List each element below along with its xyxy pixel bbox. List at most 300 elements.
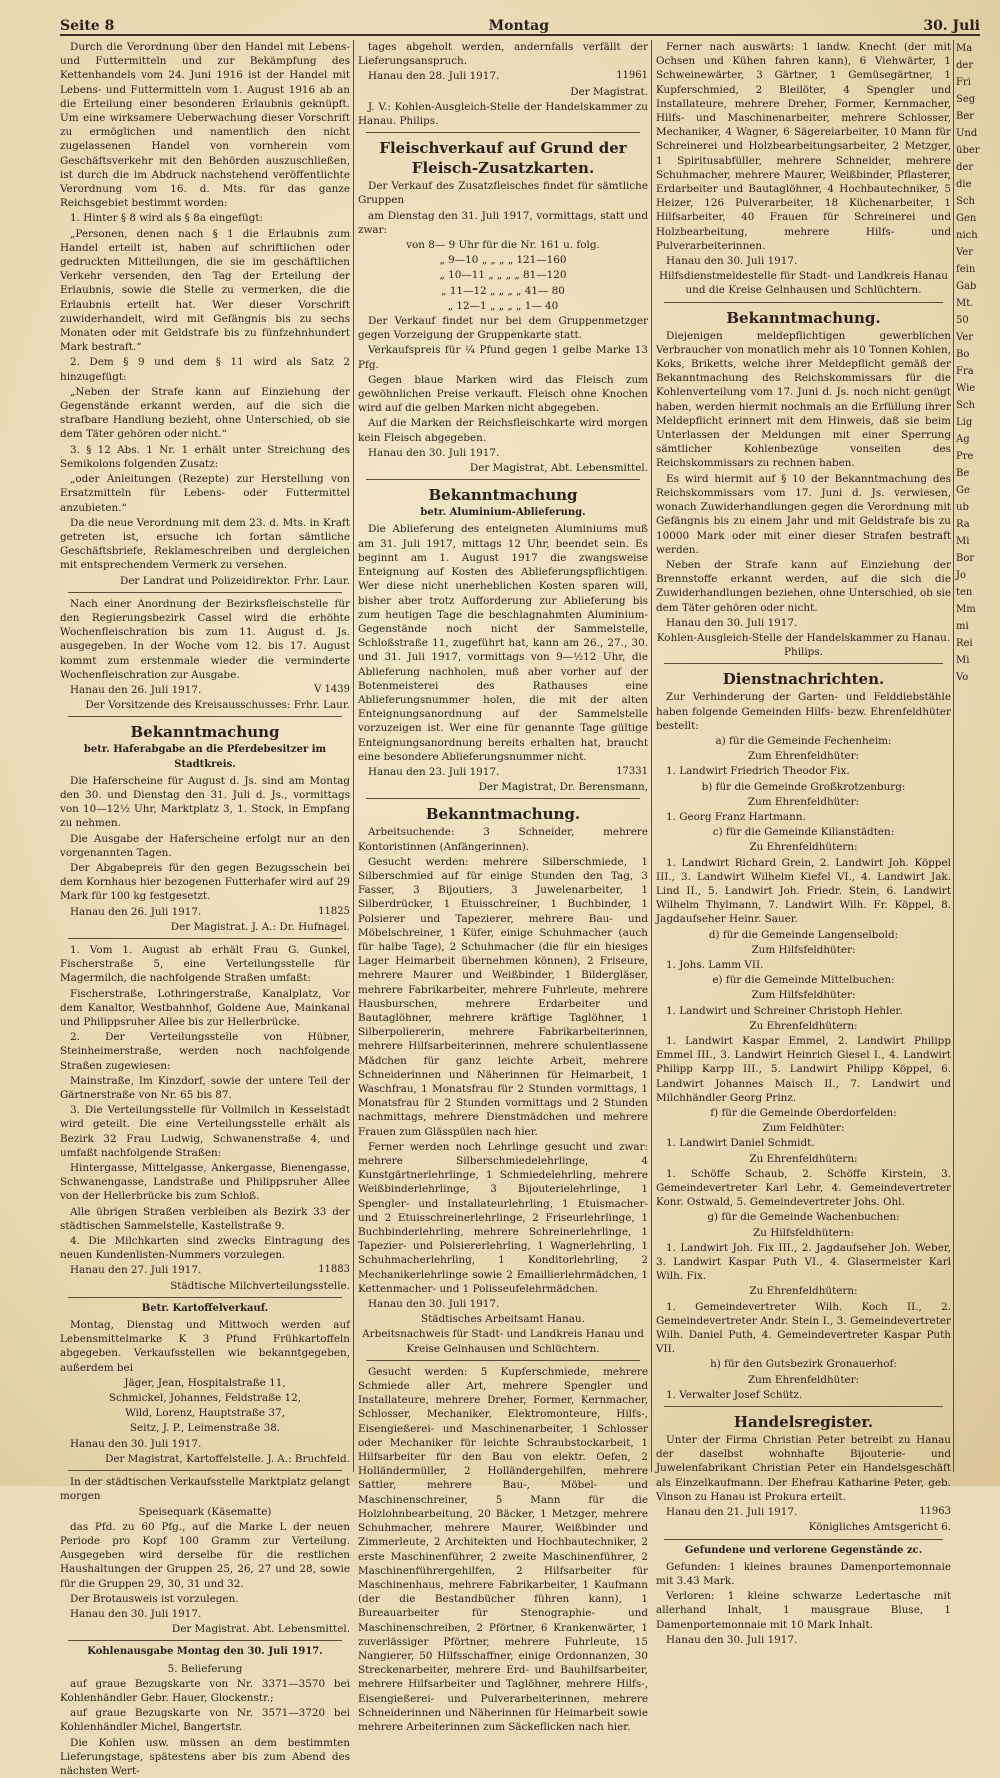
centered-line [656, 795, 951, 809]
text: d) für die Gemeinde Langenselbold: [708, 928, 899, 941]
cropped-line-fragment: über [956, 145, 980, 156]
cropped-line-fragment: Fra [956, 366, 974, 377]
section-separator [68, 1640, 342, 1641]
paragraph [60, 1607, 350, 1621]
text: Fleischverkauf auf Grund der Fleisch-Zusatzkarten. [379, 139, 627, 178]
text: tages abgeholt werden, andernfalls verfällt der Lieferungsanspruch. [358, 41, 648, 68]
paragraph [60, 1318, 350, 1375]
text: a) für die Gemeinde Fechenheim: [715, 734, 892, 747]
paragraph [358, 416, 648, 444]
text: Gesucht werden: 5 Kupferschmiede, mehrere Schmiede aller Art, mehrere Spengler und Installateure, mehrere Dreher, Former, Kernmacher, Schlosser, Mechaniker, Elektromonteure, Hilfs-, Eisengießerei- und Maschinenarbeiter, 1 Schlosser oder Mechaniker für leichte Schraubstockarbeit, 1 Hilfsarbeiter für den Bau von elektr. Oefen, 2 Holländermüller, 2 Holländergehilfen, mehrere Sattler, mehrere Bau-, Möbel- und Maschinenschreiner, 5 Mann für die Holzlohnbearbeitung, 20 Bäcker, 1 Metzger, mehrere Schuhmacher, mehrere Maurer, Weißbinder und Zimmerleute, 2 Architekten und Hochbautechniker, 2 erste Maschinenführer, 2 zweite Maschinenführer, 2 Maschinenführergehilfen, 2 Hilfsarbeiter für Maschinenhaus, mehrere Fabrikarbeiter, 1 Kaufmann (der die Bestandbücher führen kann), 1 Bureauarbeiter für Stenographie- und Maschinenschreiben, 2 Pförtner, 6 Krankenwärter, 1 zuverlässiger Pförtner, mehrere Fuhrleute, 15 Nangierer, 50 Hilfsschaffner, einige Ordonnanzen, 30 Streckenarbeiter, mehrere Erd- und Bauhilfsarbeiter, mehrere Hilfsarbeiter und Taglöhner, mehrere Hilfs-, Eisengießerei- und Pulverarbeiterinnen, mehrere Schneiderinnen und Näherinnen für Heimarbeit sowie mehrere Arbeiterinnen zum Säckeflicken nach hier. [358, 1365, 648, 1733]
text: Der Magistrat. [570, 85, 648, 98]
section-separator [366, 798, 640, 799]
signature-line [60, 1279, 350, 1293]
paragraph [60, 905, 350, 919]
text: Hanau den 30. Juli 1917. [368, 446, 500, 459]
text: Hanau den 23. Juli 1917. [368, 765, 500, 778]
text: Fischerstraße, Lothringerstraße, Kanalplatz, Vor dem Kanaltor, Westbahnhof, Goldene Aue, Mainkanal und Philippsruher Allee bis zur Hellerbrücke. [60, 987, 350, 1028]
text: am Dienstag den 31. Juli 1917, vormittags, statt und zwar: [358, 209, 648, 236]
text: Die Ablieferung des enteigneten Aluminiums muß am 31. Juli 1917, mittags 12 Uhr, beendet sein. Es beginnt am 1. August 1917 die zwangsweise Enteignung auf Kosten des Ablieferungspflichtigen. Wer diese nicht unerheblichen Kosten sparen will, bisher aber trotz Aufforderung zur Ablieferung bis zum heutigen Tage die beschlagnahmten Aluminium-Gegenstände noch nicht der Sammelstelle, Schloßstraße 11, zugeführt hat, kann am 26., 27., 30. und 31. Juli 1917, vormittags von 9—½12 Uhr, die Ablieferung nachholen, muß aber vorher auf der Botenmeisterei des Rathauses eine Ablieferungsnummer holen, die mit der alten Enteignungsanordnung auf der Sammelstelle vorzuzeigen ist. Wer eine für genannte Tage gültige Enteignungsanordnung bereits erhalten hat, braucht eine besondere Ablieferungsnummer nicht. [358, 523, 648, 763]
paragraph [358, 1140, 648, 1296]
paragraph [358, 825, 648, 853]
centered-line [656, 825, 951, 839]
paragraph [60, 1103, 350, 1160]
paragraph [656, 1433, 951, 1504]
text: Der Verkauf des Zusatzfleisches findet für sämtliche Gruppen [358, 180, 648, 207]
paragraph [358, 179, 648, 207]
paragraph [656, 1004, 951, 1018]
column-2 [358, 40, 648, 1733]
section-subheading [358, 506, 648, 520]
centered-line [656, 631, 951, 659]
paragraph [656, 1505, 951, 1519]
cropped-line-fragment: Mm [956, 604, 976, 615]
header-date: 30. Juli [923, 18, 980, 34]
centered-line [358, 238, 648, 252]
centered-line [656, 840, 951, 854]
signature-line [358, 461, 648, 475]
centered-line [656, 1121, 951, 1135]
centered-line [60, 1662, 350, 1676]
section-separator [366, 1360, 640, 1361]
text: Zu Ehrenfeldhütern: [749, 1152, 858, 1165]
cropped-line-fragment: Ver [956, 332, 974, 343]
centered-line [358, 1327, 648, 1355]
centered-line [358, 284, 648, 298]
column-4-cropped [956, 40, 1000, 1472]
paragraph [656, 1589, 951, 1632]
text: auf graue Bezugskarte von Nr. 3371—3570 bei Kohlenhändler Gebr. Hauer, Glockenstr.; [60, 1677, 350, 1704]
text: betr. Aluminium-Ablieferung. [420, 507, 586, 519]
text: 1. Hinter § 8 wird als § 8a eingefügt: [70, 212, 264, 225]
text: „ 11—12 „ „ „ „ 41— 80 [441, 284, 565, 297]
text: Hanau den 30. Juli 1917. [666, 255, 798, 268]
text: Gesucht werden: mehrere Silberschmiede, 1 Silberschmied auf für einige Stunden den Tag, 3 Fasser, 3 Bijoutiers, 3 Juwelenarbeiter, 1 Silberdrücker, 1 Etuisschreiner, 1 Buchbinder, 1 Polsierer und Tapezierer, mehrere Bau- und Möbelschreiner, 1 Küfer, einige Schuhmacher (auch für halbe Tage), 2 Schuhmacher (die für ein hiesiges Lager Heimarbeit übernehmen können), 2 Friseure, mehrere Maurer und Weißbinder, 1 Bildergläser, mehrere Fabrikarbeiter, mehrere Fuhrleute, mehrere Hausburschen, mehrere Erdarbeiter und Bautaglöhner, mehrere kräftige Taglöhner, 1 Silberpoliererin, mehrere Fabrikarbeiterinnen, mehrere Hilfsarbeiterinnen, mehrere schulentlassene Mädchen für ganz leichte Arbeit, mehrere Schneiderinnen und Näherinnen für Heimarbeit, 1 Waschfrau, 1 Monatsfrau für 2 Stunden vormittags, 1 Monatsfrau für 2 Stunden vormittags und 2 Stunden nachmittags, mehrere Dienstmädchen und mehrere Frauen zum Glässpülen nach hier. [358, 855, 648, 1138]
centered-line [656, 1226, 951, 1240]
section-subheading [60, 743, 350, 771]
text: Nach einer Anordnung der Bezirksfleischstelle für den Regierungsbezirk Cassel wird die erhöhte Wochenfleischration bis zum 11. August d. Js. ausgegeben. In der Woche vom 12. bis 17. August kommt zum erstenmale wieder die verminderte Wochenfleischration zur Ausgabe. [60, 597, 350, 681]
text: Bekanntmachung [428, 486, 578, 505]
cropped-line-fragment: Mi [956, 655, 970, 666]
paragraph [656, 1560, 951, 1588]
paragraph [656, 856, 951, 927]
centered-line [656, 988, 951, 1002]
text: Zu Ehrenfeldhütern: [749, 1019, 858, 1032]
text: Der Magistrat, Abt. Lebensmittel. [469, 462, 648, 475]
section-separator [664, 663, 943, 664]
centered-line [60, 1421, 350, 1435]
text: f) für die Gemeinde Oberdorfelden: [710, 1107, 897, 1120]
text: Zum Ehrenfeldhüter: [747, 1373, 860, 1386]
text: c) für die Gemeinde Kilianstädten: [712, 826, 895, 839]
text: „ 10—11 „ „ „ „ 81—120 [439, 269, 567, 282]
text: 1. Landwirt Daniel Schmidt. [666, 1137, 815, 1150]
paragraph [656, 1241, 951, 1284]
text: Hanau den 30. Juli 1917. [70, 1437, 202, 1450]
paragraph [656, 616, 951, 630]
text: Zu Ehrenfeldhütern: [749, 841, 858, 854]
text: Gefunden: 1 kleines braunes Damenportemonnaie mit 3.43 Mark. [656, 1560, 951, 1587]
paragraph [656, 472, 951, 557]
section-separator [68, 938, 342, 939]
paragraph [656, 329, 951, 471]
text: Gegen blaue Marken wird das Fleisch zum gewöhnlichen Preise verkauft. Fleisch ohne Knochen wird auf die gelben Marken nicht abgegeben. [358, 373, 648, 415]
centered-line [656, 780, 951, 794]
text: In der städtischen Verkaufsstelle Marktplatz gelangt morgen [60, 1476, 350, 1503]
paragraph [358, 446, 648, 460]
centered-line [656, 1106, 951, 1120]
paragraph [60, 1475, 350, 1503]
cropped-line-fragment: Mt. [956, 298, 974, 309]
text: Seitz, J. P., Leimenstraße 38. [129, 1422, 281, 1435]
section-separator [664, 1406, 943, 1407]
paragraph [656, 810, 951, 824]
cropped-line-fragment: Ra [956, 519, 970, 530]
text: Zu Hilfsfeldhütern: [753, 1226, 854, 1239]
reference-number: 17331 [616, 765, 648, 777]
text: Arbeitsnachweis für Stadt- und Landkreis Hanau und Kreise Gelnhausen und Schlüchtern. [362, 1328, 644, 1355]
text: Es wird hiermit auf § 10 der Bekanntmachung des Reichskommissars vom 17. Juni d. Js. verwiesen, wonach Zuwiderhandlungen gegen die Verordnung mit Gefängnis bis zu einem Jahr und mit Geldstrafe bis zu 10000 Mark oder mit einer dieser Strafen bestraft werden. [656, 472, 951, 556]
paragraph [358, 69, 648, 83]
paragraph [656, 1633, 951, 1647]
cropped-line-fragment: Bor [956, 553, 975, 564]
section-separator [68, 716, 342, 717]
cropped-line-fragment: die [956, 179, 972, 190]
text: Montag, Dienstag und Mittwoch werden auf Lebensmittelmarke K 3 Pfund Frühkartoffeln abgegeben. Verkaufsstellen wie bekanntgegeben, außerdem bei [60, 1319, 350, 1374]
centered-line [60, 1406, 350, 1420]
cropped-line-fragment: Ver [956, 247, 974, 258]
paragraph [358, 1365, 648, 1734]
paragraph [60, 1592, 350, 1606]
text: Hanau den 27. Juli 1917. [70, 1264, 202, 1277]
text: Königliches Amtsgericht 6. [808, 1521, 951, 1534]
centered-line [358, 253, 648, 267]
text: Die Haferscheine für August d. Js. sind am Montag den 30. und Dienstag den 31. Juli d. Js., vormittags von 10—12½ Uhr, Marktplatz 3, 1. Stock, in Empfang zu nehmen. [60, 774, 350, 830]
paragraph [358, 373, 648, 416]
text: Hanau den 30. Juli 1917. [666, 1633, 798, 1646]
cropped-line-fragment: Sch [956, 400, 975, 411]
section-subheading [60, 1645, 350, 1659]
text: Hilfsdienstmeldestelle für Stadt- und Landkreis Hanau und die Kreise Gelnhausen und Schlüchtern. [658, 270, 948, 297]
paragraph [656, 1136, 951, 1150]
text: Hanau den 26. Juli 1917. [70, 683, 202, 696]
text: J. V.: Kohlen-Ausgleich-Stelle der Handelskammer zu Hanau. Philips. [358, 100, 648, 128]
text: Unter der Firma Christian Peter betreibt zu Hanau der daselbst wohnhafte Bijouterie- und Juwelenfabrikant Christian Peter ein Handelsgeschäft als Einzelkaufmann. Der Ehefrau Katharine Peter, geb. Vinson zu Hanau ist Prokura erteilt. [656, 1434, 951, 1503]
text: Der Magistrat. J. A.: Dr. Hufnagel. [170, 920, 350, 933]
cropped-line-fragment: Vo [956, 672, 969, 683]
text: Zum Ehrenfeldhüter: [747, 795, 860, 808]
centered-line [656, 734, 951, 748]
paragraph [60, 987, 350, 1030]
section-separator [366, 132, 640, 133]
paragraph [358, 855, 648, 1139]
column-3 [656, 40, 951, 1646]
paragraph [656, 764, 951, 778]
paragraph [656, 1034, 951, 1105]
text: Der Magistrat, Kartoffelstelle. J. A.: Bruchfeld. [105, 1452, 350, 1465]
text: Der Abgabepreis für den gegen Bezugsschein bei dem Kornhaus hier bezogenen Futterhafer wird auf 29 Mark für 100 kg festgesetzt. [60, 861, 350, 903]
paragraph [60, 1263, 350, 1277]
cropped-line-fragment: Lig [956, 417, 973, 428]
text: Der Magistrat, Dr. Berensmann, [478, 781, 648, 794]
reference-number: V 1439 [314, 683, 350, 695]
text: Der Vorsitzende des Kreisausschusses: Frhr. Laur. [85, 699, 350, 712]
paragraph [60, 683, 350, 697]
text: Gefundene und verlorene Gegenstände zc. [684, 1544, 923, 1556]
text: Ferner werden noch Lehrlinge gesucht und zwar: mehrere Silberschmiedelehrlinge, 4 Kunstgärtnerlehrlinge, 1 Schmiedelehrling, mehrere Weißbinderlehrlinge, 3 Bijouterielehrlinge, 1 Spengler- und Installateurlehrling, 1 Etuismacher- und 2 Etuisschreinerlehrlinge, 2 Friseurlehrlinge, 1 Buchbinderlehrling, mehrere Schreinerlehrlinge, 1 Tapezier- und Polsiererlehrling, 1 Wagnerlehrling, 1 Schuhmacherlehrling, 1 Konditorlehrling, 2 Mechanikerlehrlinge sowie 2 Emaillierlehrmädchen, 1 Kettenmacher- und 1 Polisseufelehrmädchen. [358, 1140, 648, 1295]
text: Bekanntmachung. [726, 308, 881, 327]
text: 5. Belieferung [167, 1662, 243, 1675]
text: Zum Ehrenfeldhüter: [747, 750, 860, 763]
paragraph [656, 958, 951, 972]
signature-line [60, 1622, 350, 1636]
cropped-line-fragment: nich [956, 230, 978, 241]
signature-line [60, 1452, 350, 1466]
centered-line [358, 299, 648, 313]
section-heading [60, 722, 350, 742]
text: Neben der Strafe kann auf Einziehung der Brennstoffe erkannt werden, auf die sich die Zuwiderhandlungen beziehen, ohne Unterschied, ob sie dem Täter gehören oder nicht. [656, 558, 951, 614]
paragraph [60, 1074, 350, 1102]
text: Zum Hilfsfeldhüter: [751, 989, 856, 1002]
cropped-line-fragment: Ma [956, 43, 973, 54]
signature-line [60, 920, 350, 934]
signature-line [358, 780, 648, 794]
paragraph [656, 40, 951, 253]
cropped-line-fragment: Ge [956, 485, 970, 496]
text: 2. Dem § 9 und dem § 11 wird als Satz 2 hinzugefügt: [60, 356, 350, 383]
cropped-line-fragment: 50 [956, 315, 969, 326]
column-rule [953, 40, 954, 1472]
centered-line [60, 1391, 350, 1405]
text: 4. Die Milchkarten sind zwecks Eintragung des neuen Kundenlisten-Nummers vorzulegen. [60, 1235, 350, 1262]
text: betr. Haferabgabe an die Pferdebesitzer im Stadtkreis. [83, 744, 327, 770]
reference-number: 11961 [616, 70, 648, 82]
text: Verloren: 1 kleine schwarze Ledertasche mit allerhand Inhalt, 1 mausgraue Bluse, 1 Damenportemonnaie mit 10 Mark Inhalt. [656, 1590, 951, 1631]
centered-line [656, 269, 951, 297]
text: 3. § 12 Abs. 1 Nr. 1 erhält unter Streichung des Semikolons folgenden Zusatz: [60, 443, 350, 470]
text: e) für die Gemeinde Mittelbuchen: [712, 974, 895, 987]
reference-number: 11825 [318, 905, 350, 917]
signature-line [358, 85, 648, 99]
paragraph [358, 343, 648, 371]
text: Betr. Kartoffelverkauf. [141, 1302, 269, 1314]
cropped-line-fragment: Fri [956, 77, 971, 88]
text: Schmickel, Johannes, Feldstraße 12, [108, 1392, 302, 1405]
text: 2. Der Verteilungsstelle von Hübner, Steinheimerstraße, werden noch nachfolgende Straßen zugewiesen: [60, 1031, 350, 1072]
text: Die Kohlen usw. müssen an dem bestimmten Lieferungstage, spätestens aber bis zum Abend des nächsten Wert- [60, 1736, 350, 1777]
section-separator [366, 479, 640, 480]
cropped-line-fragment: Ag [956, 434, 970, 445]
paragraph [60, 861, 350, 904]
header-page-number: Seite 8 [60, 18, 115, 34]
page-header [60, 4, 980, 36]
paragraph [358, 314, 648, 342]
text: „ 12—1 „ „ „ „ 1— 40 [447, 299, 559, 312]
text: Zur Verhinderung der Garten- und Felddiebstähle haben folgende Gemeinden Hilfs- bezw. Ehrenfeldhüter bestellt: [656, 691, 951, 732]
paragraph [60, 355, 350, 383]
paragraph [60, 1161, 350, 1204]
paragraph [60, 774, 350, 831]
centered-line [656, 1152, 951, 1166]
paragraph [60, 443, 350, 471]
text: Speisequark (Käsematte) [138, 1505, 272, 1518]
centered-line [656, 943, 951, 957]
cropped-line-fragment: Rei [956, 638, 973, 649]
text: 1. Georg Franz Hartmann. [666, 810, 806, 823]
text: Der Brotausweis ist vorzulegen. [70, 1592, 239, 1605]
text: Durch die Verordnung über den Handel mit Lebens- und Futtermitteln und zur Bekämpfung des Kettenhandels vom 24. Juni 1916 ist der Handel mit Lebens- und Futtermitteln vom 1. August 1916 ab an die Erteilung einer besonderen Erlaubnis geknüpft. Um eine wirksamere Ueberwachung dieser Vorschrift zu ermöglichen und namentlich den nicht zugelassenen Handel von vornherein vom Geschäftsverkehr mit den Behörden auszuschließen, ist durch die im Abdruck nachstehend veröffentlichte Verordnung vom 16. d. Mts. für das ganze Reichsgebiet bestimmt worden: [60, 41, 350, 210]
text: Städtisches Arbeitsamt Hanau. [420, 1313, 586, 1326]
paragraph [60, 211, 350, 225]
paragraph [358, 209, 648, 237]
text: 1. Verwalter Josef Schütz. [666, 1388, 803, 1401]
section-separator [664, 302, 943, 303]
paragraph [60, 1706, 350, 1734]
text: 1. Landwirt und Schreiner Christoph Hehler. [666, 1004, 903, 1017]
paragraph [60, 227, 350, 355]
text: Zu Ehrenfeldhütern: [749, 1285, 858, 1298]
text: 1. Landwirt Joh. Fix III., 2. Jagdaufseher Joh. Weber, 3. Landwirt Kaspar Puth VI., 4. Glasermeister Karl Wilh. Fix. [656, 1241, 951, 1283]
reference-number: 11963 [919, 1506, 951, 1518]
cropped-line-fragment: Ber [956, 111, 975, 122]
section-separator [68, 1297, 342, 1298]
text: Da die neue Verordnung mit dem 23. d. Mts. in Kraft getreten ist, ersuche ich fortan sämtliche Geschäftsbriefe, Reklameschreiben und dergleichen mit entsprechendem Vermerk zu versehen. [60, 516, 350, 572]
text: Hanau den 28. Juli 1917. [368, 70, 500, 83]
text: Kohlen-Ausgleich-Stelle der Handelskammer zu Hanau. Philips. [656, 631, 951, 659]
text: Hanau den 21. Juli 1917. [666, 1506, 798, 1519]
cropped-line-fragment: Wie [956, 383, 976, 394]
paragraph [656, 254, 951, 268]
paragraph [358, 1297, 648, 1311]
paragraph [656, 1388, 951, 1402]
section-heading [656, 1412, 951, 1432]
cropped-line-fragment: Seg [956, 94, 976, 105]
centered-line [656, 1210, 951, 1224]
paragraph [358, 100, 648, 128]
centered-line [656, 1373, 951, 1387]
cropped-line-fragment: Bo [956, 349, 970, 360]
text: Hanau den 30. Juli 1917. [666, 616, 798, 629]
section-heading [656, 308, 951, 328]
paragraph [60, 40, 350, 210]
section-subheading [656, 1544, 951, 1558]
paragraph [656, 690, 951, 733]
section-heading [358, 485, 648, 505]
cropped-line-fragment: Sch [956, 196, 975, 207]
text: Hintergasse, Mittelgasse, Ankergasse, Bienengasse, Schwanengasse, Landstraße und Philippsruher Allee von der Hellerbrücke bis zum Schloß. [60, 1162, 350, 1203]
paragraph [60, 1437, 350, 1451]
text: Zum Hilfsfeldhüter: [751, 943, 856, 956]
cropped-line-fragment: Gab [956, 281, 977, 292]
column-1 [60, 40, 350, 1777]
cropped-line-fragment: Pre [956, 451, 974, 462]
text: Alle übrigen Straßen verbleiben als Bezirk 33 der städtischen Sammelstelle, Kastellstraße 9. [60, 1205, 350, 1232]
column-rule [651, 40, 652, 1472]
text: Auf die Marken der Reichsfleischkarte wird morgen kein Fleisch abgegeben. [358, 417, 648, 444]
paragraph [656, 1167, 951, 1210]
section-heading [656, 669, 951, 689]
centered-line [656, 973, 951, 987]
text: 1. Johs. Lamm VII. [666, 958, 764, 971]
centered-line [656, 749, 951, 763]
centered-line [656, 928, 951, 942]
header-weekday: Montag [488, 18, 549, 34]
paragraph [60, 1205, 350, 1233]
text: Jäger, Jean, Hospitalstraße 11, [124, 1376, 286, 1389]
paragraph [358, 522, 648, 763]
centered-line [656, 1019, 951, 1033]
column-rule [353, 40, 354, 1472]
section-heading [358, 138, 648, 178]
paragraph [60, 1520, 350, 1591]
paragraph [60, 1736, 350, 1778]
text: Wild, Lorenz, Hauptstraße 37, [125, 1407, 285, 1420]
paragraph [656, 558, 951, 615]
paragraph [60, 832, 350, 860]
text: „Neben der Strafe kann auf Einziehung der Gegenstände erkannt werden, auf die sich die strafbare Handlung bezieht, ohne Unterschied, ob sie dem Täter gehören oder nicht.“ [60, 385, 350, 441]
cropped-line-fragment: Gen [956, 213, 977, 224]
text: Handelsregister. [733, 1413, 874, 1432]
text: Diejenigen meldepflichtigen gewerblichen Verbraucher von monatlich mehr als 10 Tonnen Kohlen, Koks, Briketts, welche ihrer Meldepflicht gemäß der Bekanntmachung des Reichskommissars für die Kohlenverteilung vom 17. Juni d. Js. noch nicht genügt haben, werden hiermit nochmals an die Erfüllung ihrer Meldepflicht erinnert mit dem Hinweis, daß sie beim Unterlassen der Meldungen mit einer Sperrung sämtlicher Kohlenbezüge vonseiten des Reichskommissars zu rechnen haben. [656, 329, 951, 470]
text: Hanau den 26. Juli 1917. [70, 905, 202, 918]
cropped-line-fragment: der [956, 60, 974, 71]
text: Der Verkauf findet nur bei dem Gruppenmetzger gegen Vorzeigung der Gruppenkarte statt. [358, 315, 648, 342]
paragraph [358, 765, 648, 779]
cropped-line-fragment: Mi [956, 536, 970, 547]
text: 1. Gemeindevertreter Wilh. Koch II., 2. Gemeindevertreter Andr. Stein I., 3. Gemeindevertreter Wilh. Daniel Puth, 4. Gemeindevertreter Kaspar Puth VII. [656, 1300, 951, 1356]
text: 1. Landwirt Richard Grein, 2. Landwirt Joh. Köppel III., 3. Landwirt Wilhelm Kiefel VI., 4. Landwirt Jak. Lind II., 5. Landwirt Joh. Friedr. Stein, 6. Landwirt Wilhelm Thylmann, 7. Landwirt Wilh. Fr. Köppel, 8. Jagdaufseher Heinr. Sauer. [656, 856, 951, 926]
text: Kohlenausgabe Montag den 30. Juli 1917. [87, 1646, 323, 1658]
signature-line [60, 698, 350, 712]
text: auf graue Bezugskarte von Nr. 3571—3720 bei Kohlenhändler Michel, Bangertstr. [60, 1707, 350, 1734]
section-heading [358, 804, 648, 824]
text: b) für die Gemeinde Großkrotzenburg: [701, 780, 906, 793]
cropped-line-fragment: ten [956, 587, 973, 598]
text: Bekanntmachung. [425, 805, 581, 824]
text: g) für die Gemeinde Wachenbuchen: [707, 1211, 900, 1224]
cropped-line-fragment: Jo [956, 570, 967, 581]
centered-line [60, 1505, 350, 1519]
section-separator [68, 592, 342, 593]
text: Der Landrat und Polizeidirektor. Frhr. Laur. [119, 574, 350, 587]
paragraph [60, 516, 350, 573]
text: Bekanntmachung [130, 723, 280, 742]
paragraph [60, 597, 350, 682]
text: das Pfd. zu 60 Pfg., auf die Marke L der neuen Periode pro Kopf 100 Gramm zur Verteilung. Ausgegeben wird derselbe für die restlichen Haushaltungen der Gruppen 25, 26, 27 und 28, sowie für die Gruppen 29, 30, 31 und 32. [60, 1520, 350, 1590]
section-subheading [60, 1302, 350, 1316]
text: Arbeitsuchende: 3 Schneider, mehrere Kontoristinnen (Anfängerinnen). [358, 826, 648, 853]
cropped-line-fragment: fein [956, 264, 976, 275]
text: „ 9—10 „ „ „ „ 121—160 [439, 254, 567, 267]
signature-line [656, 1520, 951, 1534]
centered-line [656, 1357, 951, 1371]
text: Die Ausgabe der Haferscheine erfolgt nur an den vorgenannten Tagen. [60, 832, 350, 859]
text: Hanau den 30. Juli 1917. [368, 1298, 500, 1311]
text: 1. Landwirt Friedrich Theodor Fix. [666, 765, 850, 778]
text: Verkaufspreis für ¼ Pfund gegen 1 gelbe Marke 13 Pfg. [358, 344, 648, 371]
text: Städtische Milchverteilungsstelle. [170, 1279, 350, 1292]
paragraph [60, 1234, 350, 1262]
text: Dienstnachrichten. [722, 670, 885, 689]
section-separator [68, 1470, 342, 1471]
text: 1. Vom 1. August ab erhält Frau G. Gunkel, Fischerstraße 5, eine Verteilungsstelle für Magermilch, die nachfolgende Straßen umfaßt: [60, 943, 350, 985]
cropped-line-fragment: Be [956, 468, 970, 479]
cropped-line-fragment: mi [956, 621, 969, 632]
paragraph [60, 472, 350, 515]
text: 1. Landwirt Kaspar Emmel, 2. Landwirt Philipp Emmel III., 3. Landwirt Heinrich Giesel I., 4. Landwirt Philipp Karpp III., 5. Landwirt Philipp Köppel, 6. Landwirt Johannes Maisch II., 7. Landwirt und Milchhändler Georg Prinz. [656, 1035, 951, 1104]
text: 3. Die Verteilungsstelle für Vollmilch in Kesselstadt wird geteilt. Die eine Verteilungsstelle erhält als Bezirk 32 Frau Ludwig, Schwanenstraße 4, und umfaßt nachfolgende Straßen: [60, 1104, 350, 1159]
text: von 8— 9 Uhr für die Nr. 161 u. folg. [406, 239, 600, 252]
